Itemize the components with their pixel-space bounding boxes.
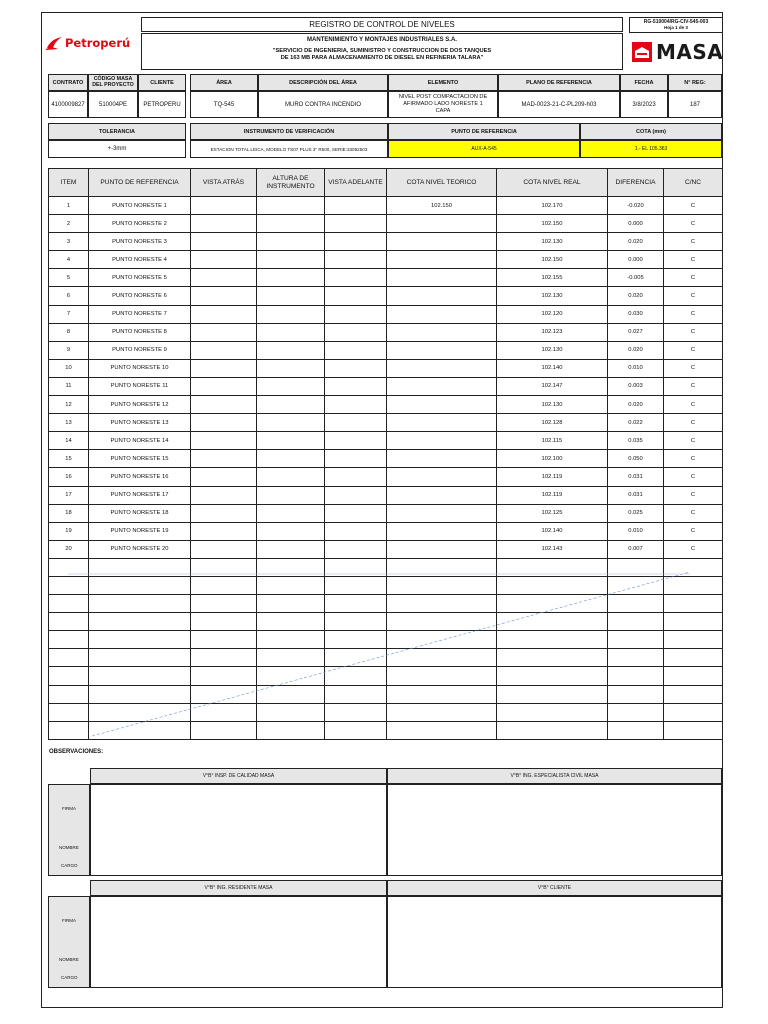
cell-cnc: C (664, 359, 723, 377)
sign-header-calidad: V°B° INSP. DE CALIDAD MASA (90, 768, 387, 784)
cell-punto-referencia: PUNTO NORESTE 13 (89, 414, 191, 432)
value-elemento: NIVEL POST COMPACTACION DE AFIRMADO LADO NORESTE 1 CAPA (388, 91, 498, 118)
cell-item: 4 (49, 251, 89, 269)
cell-diferencia: 0.020 (608, 287, 664, 305)
service-line-1: "SERVICIO DE INGENIERIA, SUMINISTRO Y CONSTRUCCION DE DOS TANQUES (272, 48, 492, 54)
cell-diferencia: 0.007 (608, 540, 664, 558)
cell-cnc: C (664, 269, 723, 287)
cell-punto-referencia: PUNTO NORESTE 11 (89, 377, 191, 395)
cell-cota-real: 102.125 (497, 504, 608, 522)
label-elemento: ELEMENTO (388, 74, 498, 91)
observaciones-label: OBSERVACIONES: (49, 749, 104, 755)
sign-header-especialista: V°B° ING. ESPECIALISTA CIVIL MASA (387, 768, 722, 784)
cell-diferencia: 0.027 (608, 323, 664, 341)
cell-item: 1 (49, 197, 89, 215)
value-instrumento: ESTACION TOTAL LEICA, MODELO TS07 PLUS 3" R500, SERIE:33092503 (190, 140, 388, 158)
header-cota-nivel-teorico: COTA NIVEL TEORICO (387, 169, 497, 197)
value-tolerancia: +-3mm (48, 140, 186, 158)
cell-cnc: C (664, 522, 723, 540)
cell-cota-real: 102.170 (497, 197, 608, 215)
cell-item: 6 (49, 287, 89, 305)
cell-item: 2 (49, 215, 89, 233)
value-codigo: 510004PE (88, 91, 138, 118)
cell-punto-referencia: PUNTO NORESTE 6 (89, 287, 191, 305)
cell-punto-referencia: PUNTO NORESTE 10 (89, 359, 191, 377)
label-tolerancia: TOLERANCIA (48, 123, 186, 140)
cell-punto-referencia: PUNTO NORESTE 9 (89, 341, 191, 359)
cell-cnc: C (664, 197, 723, 215)
cell-diferencia: 0.025 (608, 504, 664, 522)
cell-cota-real: 102.115 (497, 432, 608, 450)
sign-area-calidad (90, 784, 387, 876)
label-plano: PLANO DE REFERENCIA (498, 74, 620, 91)
masa-logo-text: MASA (656, 40, 724, 64)
cell-cnc: C (664, 377, 723, 395)
label-nreg: N° REG: (668, 74, 722, 91)
cell-cnc: C (664, 323, 723, 341)
cell-cota-real: 102.123 (497, 323, 608, 341)
header-vista-adelante: VISTA ADELANTE (325, 169, 387, 197)
cell-item: 9 (49, 341, 89, 359)
cell-cota-real: 102.130 (497, 396, 608, 414)
cell-item: 13 (49, 414, 89, 432)
sign-cargo-label-2: CARGO (61, 975, 78, 980)
cell-cota-real: 102.130 (497, 233, 608, 251)
cell-cnc: C (664, 396, 723, 414)
cell-diferencia: 0.010 (608, 359, 664, 377)
cell-item: 20 (49, 540, 89, 558)
cell-cnc: C (664, 341, 723, 359)
cell-punto-referencia: PUNTO NORESTE 4 (89, 251, 191, 269)
cell-punto-referencia: PUNTO NORESTE 18 (89, 504, 191, 522)
cell-cota-real: 102.155 (497, 269, 608, 287)
cell-punto-referencia: PUNTO NORESTE 16 (89, 468, 191, 486)
cell-cota-real: 102.120 (497, 305, 608, 323)
cell-punto-referencia: PUNTO NORESTE 7 (89, 305, 191, 323)
cell-diferencia: 0.030 (608, 305, 664, 323)
cell-cota-real: 102.128 (497, 414, 608, 432)
sign-nombre-label-1: NOMBRE (59, 845, 79, 850)
cell-diferencia: 0.031 (608, 468, 664, 486)
cell-cnc: C (664, 287, 723, 305)
sign-area-cliente (387, 896, 722, 988)
label-area: ÁREA (190, 74, 258, 91)
sign-area-residente (90, 896, 387, 988)
petroperu-logo-text: Petroperú (65, 36, 131, 50)
value-plano: MAD-0023-21-C-PL209-h03 (498, 91, 620, 118)
value-nreg: 187 (668, 91, 722, 118)
cell-punto-referencia: PUNTO NORESTE 5 (89, 269, 191, 287)
cell-cota-real: 102.150 (497, 251, 608, 269)
label-codigo: CÓDIGO MASA DEL PROYECTO (88, 74, 138, 91)
header-punto-referencia: PUNTO DE REFERENCIA (89, 169, 191, 197)
cell-punto-referencia: PUNTO NORESTE 12 (89, 396, 191, 414)
cell-diferencia: 0.020 (608, 341, 664, 359)
cell-cnc: C (664, 215, 723, 233)
cell-cnc: C (664, 432, 723, 450)
cell-cnc: C (664, 305, 723, 323)
cell-cota-real: 102.143 (497, 540, 608, 558)
cell-item: 3 (49, 233, 89, 251)
cell-cota-real: 102.140 (497, 359, 608, 377)
cell-cnc: C (664, 233, 723, 251)
cell-diferencia: 0.050 (608, 450, 664, 468)
cell-punto-referencia: PUNTO NORESTE 20 (89, 540, 191, 558)
cell-cnc: C (664, 450, 723, 468)
cell-cota-real: 102.130 (497, 341, 608, 359)
header-altura-instrumento: ALTURA DE INSTRUMENTO (257, 169, 325, 197)
value-fecha: 3/8/2023 (620, 91, 668, 118)
label-fecha: FECHA (620, 74, 668, 91)
cell-item: 18 (49, 504, 89, 522)
cell-diferencia: -0.020 (608, 197, 664, 215)
cell-cnc: C (664, 251, 723, 269)
cell-punto-referencia: PUNTO NORESTE 2 (89, 215, 191, 233)
document-code: RG-510004/RG-CIV-545-003 (643, 19, 709, 25)
label-instrumento: INSTRUMENTO DE VERIFICACIÓN (190, 123, 388, 140)
sign-cargo-label-1: CARGO (61, 863, 78, 868)
cell-diferencia: -0.005 (608, 269, 664, 287)
cell-diferencia: 0.020 (608, 233, 664, 251)
sign-nombre-label-2: NOMBRE (59, 957, 79, 962)
cell-diferencia: 0.000 (608, 215, 664, 233)
service-line-2: DE 163 MB PARA ALMACENAMIENTO DE DIESEL EN REFINERIA TALARA" (280, 55, 484, 61)
value-area: TQ-545 (190, 91, 258, 118)
value-contrato: 4100009827 (48, 91, 88, 118)
company-name: MANTENIMIENTO Y MONTAJES INDUSTRIALES S.A. (307, 37, 457, 43)
cell-item: 14 (49, 432, 89, 450)
cell-punto-referencia: PUNTO NORESTE 1 (89, 197, 191, 215)
cell-item: 8 (49, 323, 89, 341)
label-contrato: CONTRATO (48, 74, 88, 91)
header-cnc: C/NC (664, 169, 723, 197)
label-cliente: CLIENTE (138, 74, 186, 91)
cell-item: 16 (49, 468, 89, 486)
cell-cota-real: 102.119 (497, 468, 608, 486)
cell-diferencia: 0.031 (608, 486, 664, 504)
cell-punto-referencia: PUNTO NORESTE 15 (89, 450, 191, 468)
value-punto-referencia: AUX-A-545 (388, 140, 580, 158)
cell-punto-referencia: PUNTO NORESTE 8 (89, 323, 191, 341)
sheet-number: Hoja 1 de 3 (664, 25, 688, 30)
cell-item: 17 (49, 486, 89, 504)
cell-item: 19 (49, 522, 89, 540)
cell-item: 12 (49, 396, 89, 414)
sign-header-cliente: V°B° CLIENTE (387, 880, 722, 896)
sign-header-residente: V°B° ING. RESIDENTE MASA (90, 880, 387, 896)
header-diferencia: DIFERENCIA (608, 169, 664, 197)
cell-cota-real: 102.147 (497, 377, 608, 395)
cell-diferencia: 0.020 (608, 396, 664, 414)
cell-cota-real: 102.150 (497, 215, 608, 233)
cell-cnc: C (664, 486, 723, 504)
cell-diferencia: 0.035 (608, 432, 664, 450)
cell-cnc: C (664, 414, 723, 432)
label-punto-referencia: PUNTO DE REFERENCIA (388, 123, 580, 140)
value-cota: 1.- EL 105.363 (580, 140, 722, 158)
sign-firma-label-2: FIRMA (62, 918, 76, 923)
sign-firma-label-1: FIRMA (62, 806, 76, 811)
cell-diferencia: 0.003 (608, 377, 664, 395)
cell-item: 11 (49, 377, 89, 395)
cell-punto-referencia: PUNTO NORESTE 3 (89, 233, 191, 251)
cell-punto-referencia: PUNTO NORESTE 17 (89, 486, 191, 504)
cell-cota-teorico: 102.150 (387, 197, 497, 215)
document-title-text: REGISTRO DE CONTROL DE NIVELES (309, 20, 455, 29)
cell-item: 5 (49, 269, 89, 287)
sign-area-especialista (387, 784, 722, 876)
cell-item: 10 (49, 359, 89, 377)
cell-cota-real: 102.130 (497, 287, 608, 305)
cell-diferencia: 0.022 (608, 414, 664, 432)
header-cota-nivel-real: COTA NIVEL REAL (497, 169, 608, 197)
cell-punto-referencia: PUNTO NORESTE 19 (89, 522, 191, 540)
cell-punto-referencia: PUNTO NORESTE 14 (89, 432, 191, 450)
cell-cota-real: 102.119 (497, 486, 608, 504)
value-descripcion: MURO CONTRA INCENDIO (258, 91, 388, 118)
cell-item: 15 (49, 450, 89, 468)
cell-cnc: C (664, 504, 723, 522)
label-descripcion: DESCRIPCIÓN DEL ÁREA (258, 74, 388, 91)
cell-diferencia: 0.010 (608, 522, 664, 540)
cell-item: 7 (49, 305, 89, 323)
cell-diferencia: 0.000 (608, 251, 664, 269)
label-cota: COTA (mm) (580, 123, 722, 140)
value-cliente: PETROPERU (138, 91, 186, 118)
header-item: ITEM (49, 169, 89, 197)
header-vista-atras: VISTA ATRÁS (191, 169, 257, 197)
cell-cota-real: 102.140 (497, 522, 608, 540)
cell-cnc: C (664, 468, 723, 486)
cell-cnc: C (664, 540, 723, 558)
cell-cota-real: 102.100 (497, 450, 608, 468)
